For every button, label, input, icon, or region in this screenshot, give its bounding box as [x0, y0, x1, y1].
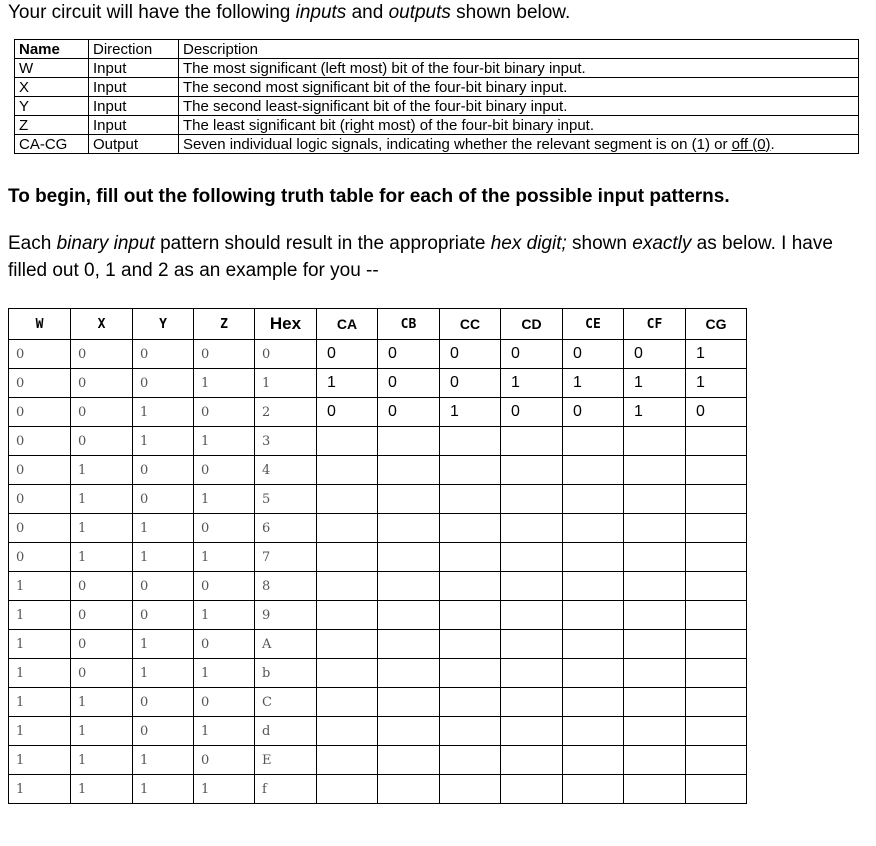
truth-row [9, 688, 747, 717]
truth-cell-hex: 4 [255, 456, 317, 485]
truth-cell-hex: b [255, 659, 317, 688]
truth-cell-cc[interactable]: 0 [440, 369, 501, 398]
truth-cell-ce[interactable] [563, 543, 624, 572]
truth-cell-cf[interactable] [624, 456, 686, 485]
truth-cell-cb[interactable] [378, 775, 440, 804]
truth-cell-hex: 3 [255, 427, 317, 456]
truth-cell-cg[interactable] [686, 572, 747, 601]
truth-cell-cd[interactable] [501, 543, 563, 572]
truth-cell-x: 0 [71, 427, 133, 456]
truth-cell-cb[interactable] [378, 543, 440, 572]
truth-cell-y: 1 [133, 398, 194, 427]
truth-row [9, 369, 747, 398]
truth-row [9, 601, 747, 630]
truth-cell-y: 1 [133, 746, 194, 775]
truth-row [9, 659, 747, 688]
truth-cell-cd[interactable] [501, 746, 563, 775]
truth-cell-cf[interactable] [624, 514, 686, 543]
truth-cell-cg[interactable] [686, 659, 747, 688]
truth-header-cb: CB [378, 309, 440, 340]
para-text-4: as below. I have filled out 0, 1 and 2 as an example for you -- [8, 233, 833, 281]
truth-cell-cc[interactable] [440, 630, 501, 659]
truth-cell-w: 0 [9, 485, 71, 514]
truth-cell-cb[interactable] [378, 659, 440, 688]
truth-cell-x: 1 [71, 514, 133, 543]
intro-suffix: shown below. [450, 2, 571, 23]
truth-cell-cb[interactable]: 0 [378, 340, 440, 369]
truth-cell-cc[interactable] [440, 543, 501, 572]
truth-cell-ce[interactable] [563, 514, 624, 543]
truth-cell-cg[interactable] [686, 427, 747, 456]
truth-body [9, 340, 747, 804]
truth-cell-ce[interactable] [563, 659, 624, 688]
para-text-3: shown [566, 233, 633, 254]
truth-header-z: Z [194, 309, 255, 340]
truth-cell-z: 0 [194, 456, 255, 485]
truth-cell-cb[interactable] [378, 688, 440, 717]
truth-cell-cf[interactable] [624, 659, 686, 688]
truth-cell-cf[interactable] [624, 543, 686, 572]
io-header-name: Name [15, 40, 89, 59]
truth-cell-cb[interactable] [378, 717, 440, 746]
truth-cell-w: 0 [9, 427, 71, 456]
para-text-2: pattern should result in the appropriate [154, 233, 491, 254]
truth-cell-cg[interactable] [686, 630, 747, 659]
truth-row [9, 514, 747, 543]
para-em-hex-digit: hex digit; [490, 233, 567, 254]
io-table [14, 39, 859, 154]
truth-cell-x: 1 [71, 543, 133, 572]
truth-cell-hex: A [255, 630, 317, 659]
io-cell-direction: Output [89, 135, 179, 154]
truth-cell-w: 0 [9, 340, 71, 369]
io-cell-name: Z [15, 116, 89, 135]
truth-cell-cf[interactable] [624, 717, 686, 746]
truth-cell-cg[interactable] [686, 456, 747, 485]
truth-cell-z: 1 [194, 659, 255, 688]
truth-cell-cf[interactable] [624, 485, 686, 514]
truth-cell-z: 0 [194, 398, 255, 427]
truth-header-row [9, 309, 747, 340]
truth-cell-x: 1 [71, 688, 133, 717]
truth-cell-cd[interactable] [501, 630, 563, 659]
intro-em-inputs: inputs [295, 2, 347, 23]
truth-cell-ca[interactable] [317, 543, 378, 572]
truth-cell-ca[interactable] [317, 485, 378, 514]
io-cell-direction: Input [89, 97, 179, 116]
truth-cell-z: 1 [194, 601, 255, 630]
truth-row [9, 775, 747, 804]
truth-cell-y: 0 [133, 340, 194, 369]
truth-cell-ce[interactable] [563, 630, 624, 659]
truth-cell-y: 0 [133, 688, 194, 717]
truth-cell-ca[interactable] [317, 630, 378, 659]
truth-cell-ce[interactable] [563, 775, 624, 804]
para-em-exactly: exactly [632, 233, 692, 254]
truth-row [9, 398, 747, 427]
truth-cell-cb[interactable] [378, 514, 440, 543]
truth-cell-w: 1 [9, 717, 71, 746]
truth-cell-x: 0 [71, 398, 133, 427]
truth-cell-ca[interactable] [317, 659, 378, 688]
truth-cell-w: 0 [9, 369, 71, 398]
io-cell-direction: Input [89, 116, 179, 135]
truth-cell-cg[interactable]: 1 [686, 369, 747, 398]
truth-cell-z: 0 [194, 630, 255, 659]
truth-header-x: X [71, 309, 133, 340]
truth-cell-cf[interactable] [624, 630, 686, 659]
truth-cell-cf[interactable]: 1 [624, 398, 686, 427]
intro-em-outputs: outputs [388, 2, 451, 23]
truth-cell-ce[interactable] [563, 572, 624, 601]
truth-cell-cd[interactable] [501, 514, 563, 543]
io-cell-name: W [15, 59, 89, 78]
truth-cell-cg[interactable] [686, 601, 747, 630]
truth-cell-cd[interactable] [501, 456, 563, 485]
truth-cell-cg[interactable] [686, 775, 747, 804]
truth-cell-w: 1 [9, 601, 71, 630]
truth-row [9, 572, 747, 601]
truth-cell-z: 0 [194, 688, 255, 717]
truth-cell-hex: 1 [255, 369, 317, 398]
truth-cell-y: 1 [133, 659, 194, 688]
truth-cell-ca[interactable] [317, 746, 378, 775]
truth-cell-cg[interactable]: 0 [686, 398, 747, 427]
truth-cell-cd[interactable] [501, 688, 563, 717]
truth-cell-cd[interactable] [501, 485, 563, 514]
truth-cell-ca[interactable] [317, 717, 378, 746]
io-desc-underlined: off (0) [731, 135, 771, 153]
truth-cell-w: 1 [9, 659, 71, 688]
intro-prefix: Your circuit will have the following [8, 2, 296, 23]
truth-cell-x: 0 [71, 630, 133, 659]
truth-cell-ca[interactable] [317, 775, 378, 804]
truth-cell-w: 1 [9, 688, 71, 717]
truth-cell-cg[interactable] [686, 543, 747, 572]
truth-cell-x: 1 [71, 746, 133, 775]
truth-cell-cc[interactable] [440, 485, 501, 514]
truth-cell-z: 1 [194, 427, 255, 456]
truth-cell-ca[interactable]: 0 [317, 398, 378, 427]
truth-row [9, 543, 747, 572]
io-cell-name: X [15, 78, 89, 97]
truth-cell-cb[interactable] [378, 572, 440, 601]
truth-cell-w: 0 [9, 543, 71, 572]
truth-cell-hex: 0 [255, 340, 317, 369]
truth-cell-hex: 7 [255, 543, 317, 572]
truth-cell-z: 0 [194, 514, 255, 543]
truth-cell-cf[interactable] [624, 688, 686, 717]
truth-cell-z: 0 [194, 746, 255, 775]
truth-cell-ce[interactable] [563, 688, 624, 717]
truth-cell-cg[interactable] [686, 688, 747, 717]
io-header-description: Description [179, 40, 859, 59]
truth-cell-cg[interactable] [686, 485, 747, 514]
truth-cell-hex: E [255, 746, 317, 775]
truth-cell-cf[interactable] [624, 775, 686, 804]
truth-row [9, 456, 747, 485]
truth-cell-ce[interactable]: 0 [563, 340, 624, 369]
truth-cell-cd[interactable] [501, 572, 563, 601]
truth-header-cg: CG [686, 309, 747, 340]
truth-cell-ca[interactable] [317, 572, 378, 601]
truth-cell-ca[interactable]: 0 [317, 340, 378, 369]
truth-cell-cd[interactable] [501, 775, 563, 804]
truth-cell-w: 1 [9, 746, 71, 775]
truth-cell-y: 1 [133, 775, 194, 804]
io-cell-direction: Input [89, 78, 179, 97]
truth-cell-z: 1 [194, 485, 255, 514]
io-row [15, 116, 859, 135]
truth-cell-x: 0 [71, 572, 133, 601]
truth-cell-cf[interactable] [624, 746, 686, 775]
truth-cell-cd[interactable] [501, 717, 563, 746]
io-row [15, 135, 859, 154]
truth-cell-w: 1 [9, 775, 71, 804]
truth-cell-cd[interactable]: 0 [501, 398, 563, 427]
truth-cell-z: 0 [194, 572, 255, 601]
truth-cell-cd[interactable] [501, 601, 563, 630]
truth-cell-cf[interactable] [624, 427, 686, 456]
truth-row [9, 427, 747, 456]
truth-cell-y: 0 [133, 717, 194, 746]
truth-cell-cg[interactable]: 1 [686, 340, 747, 369]
truth-cell-y: 0 [133, 572, 194, 601]
truth-cell-cb[interactable]: 0 [378, 398, 440, 427]
io-row [15, 59, 859, 78]
io-header-direction: Direction [89, 40, 179, 59]
io-desc-suffix: . [770, 135, 775, 153]
truth-cell-hex: 5 [255, 485, 317, 514]
truth-cell-w: 0 [9, 514, 71, 543]
truth-cell-cb[interactable] [378, 427, 440, 456]
truth-cell-y: 1 [133, 543, 194, 572]
truth-cell-hex: 9 [255, 601, 317, 630]
truth-cell-w: 1 [9, 630, 71, 659]
truth-cell-ce[interactable] [563, 746, 624, 775]
truth-cell-cb[interactable] [378, 630, 440, 659]
truth-header-ce: CE [563, 309, 624, 340]
truth-row [9, 746, 747, 775]
truth-cell-w: 0 [9, 456, 71, 485]
truth-cell-cc[interactable] [440, 456, 501, 485]
truth-cell-cc[interactable] [440, 746, 501, 775]
truth-cell-w: 0 [9, 398, 71, 427]
truth-cell-cc[interactable] [440, 427, 501, 456]
truth-cell-cc[interactable] [440, 775, 501, 804]
truth-cell-ca[interactable] [317, 427, 378, 456]
truth-row [9, 485, 747, 514]
truth-cell-cf[interactable]: 1 [624, 369, 686, 398]
truth-cell-hex: f [255, 775, 317, 804]
io-cell-description: The second most significant bit of the four-bit binary input. [179, 78, 859, 97]
io-cell-name: CA-CG [15, 135, 89, 154]
truth-cell-z: 1 [194, 717, 255, 746]
io-cell-description: The second least-significant bit of the four-bit binary input. [179, 97, 859, 116]
truth-cell-ce[interactable] [563, 601, 624, 630]
truth-cell-ca[interactable] [317, 456, 378, 485]
truth-row [9, 630, 747, 659]
para-em-binary-input: binary input [56, 233, 155, 254]
io-table-header-row [15, 40, 859, 59]
truth-cell-cf[interactable] [624, 601, 686, 630]
truth-cell-ce[interactable]: 1 [563, 369, 624, 398]
section-heading: To begin, fill out the following truth table for each of the possible input patterns. [8, 186, 730, 207]
truth-cell-cg[interactable] [686, 717, 747, 746]
truth-cell-cf[interactable] [624, 572, 686, 601]
truth-cell-ce[interactable] [563, 717, 624, 746]
truth-cell-cc[interactable] [440, 514, 501, 543]
truth-cell-z: 1 [194, 369, 255, 398]
io-desc-prefix: Seven individual logic signals, indicating whether the relevant segment is on (1) or [183, 135, 732, 153]
io-cell-description: The most significant (left most) bit of the four-bit binary input. [179, 59, 859, 78]
truth-cell-cc[interactable] [440, 601, 501, 630]
truth-cell-y: 1 [133, 514, 194, 543]
instruction-paragraph [8, 230, 868, 284]
truth-cell-ce[interactable] [563, 485, 624, 514]
truth-cell-hex: d [255, 717, 317, 746]
truth-cell-cb[interactable] [378, 456, 440, 485]
truth-cell-cc[interactable] [440, 659, 501, 688]
io-cell-description [179, 135, 859, 154]
truth-header-cc: CC [440, 309, 501, 340]
truth-cell-x: 1 [71, 456, 133, 485]
truth-header-cd: CD [501, 309, 563, 340]
truth-cell-cc[interactable]: 1 [440, 398, 501, 427]
truth-cell-cc[interactable] [440, 717, 501, 746]
truth-cell-z: 1 [194, 775, 255, 804]
truth-cell-cb[interactable] [378, 601, 440, 630]
truth-cell-hex: 8 [255, 572, 317, 601]
io-cell-name: Y [15, 97, 89, 116]
truth-cell-x: 0 [71, 369, 133, 398]
truth-cell-cc[interactable] [440, 572, 501, 601]
truth-cell-x: 0 [71, 601, 133, 630]
truth-cell-x: 1 [71, 485, 133, 514]
truth-cell-ca[interactable] [317, 514, 378, 543]
truth-cell-cb[interactable]: 0 [378, 369, 440, 398]
truth-cell-ca[interactable] [317, 688, 378, 717]
truth-cell-y: 0 [133, 485, 194, 514]
truth-cell-y: 1 [133, 427, 194, 456]
truth-cell-hex: 2 [255, 398, 317, 427]
truth-cell-cd[interactable] [501, 659, 563, 688]
truth-cell-ce[interactable] [563, 427, 624, 456]
truth-cell-cb[interactable] [378, 746, 440, 775]
truth-cell-hex: C [255, 688, 317, 717]
truth-cell-cg[interactable] [686, 746, 747, 775]
truth-cell-cd[interactable]: 1 [501, 369, 563, 398]
truth-row [9, 340, 747, 369]
para-text-1: Each [8, 233, 57, 254]
truth-cell-y: 0 [133, 456, 194, 485]
truth-cell-y: 0 [133, 601, 194, 630]
truth-cell-hex: 6 [255, 514, 317, 543]
io-cell-description: The least significant bit (right most) of the four-bit binary input. [179, 116, 859, 135]
truth-cell-ce[interactable] [563, 456, 624, 485]
io-row [15, 78, 859, 97]
io-cell-direction: Input [89, 59, 179, 78]
truth-header-y: Y [133, 309, 194, 340]
truth-cell-ca[interactable] [317, 601, 378, 630]
truth-cell-cd[interactable]: 0 [501, 340, 563, 369]
truth-table [8, 308, 747, 804]
truth-cell-x: 1 [71, 717, 133, 746]
truth-cell-z: 1 [194, 543, 255, 572]
truth-cell-x: 1 [71, 775, 133, 804]
intro-text [8, 2, 570, 24]
truth-cell-ce[interactable]: 0 [563, 398, 624, 427]
truth-cell-x: 0 [71, 659, 133, 688]
truth-header-hex: Hex [255, 309, 317, 340]
truth-cell-z: 0 [194, 340, 255, 369]
truth-cell-cc[interactable]: 0 [440, 340, 501, 369]
truth-cell-w: 1 [9, 572, 71, 601]
truth-cell-ca[interactable]: 1 [317, 369, 378, 398]
truth-cell-cb[interactable] [378, 485, 440, 514]
truth-cell-y: 1 [133, 630, 194, 659]
intro-mid: and [346, 2, 389, 23]
io-row [15, 97, 859, 116]
truth-cell-cg[interactable] [686, 514, 747, 543]
truth-cell-cd[interactable] [501, 427, 563, 456]
truth-cell-y: 0 [133, 369, 194, 398]
truth-header-w: W [9, 309, 71, 340]
truth-header-cf: CF [624, 309, 686, 340]
truth-header-ca: CA [317, 309, 378, 340]
truth-cell-cc[interactable] [440, 688, 501, 717]
truth-cell-x: 0 [71, 340, 133, 369]
truth-cell-cf[interactable]: 0 [624, 340, 686, 369]
truth-row [9, 717, 747, 746]
